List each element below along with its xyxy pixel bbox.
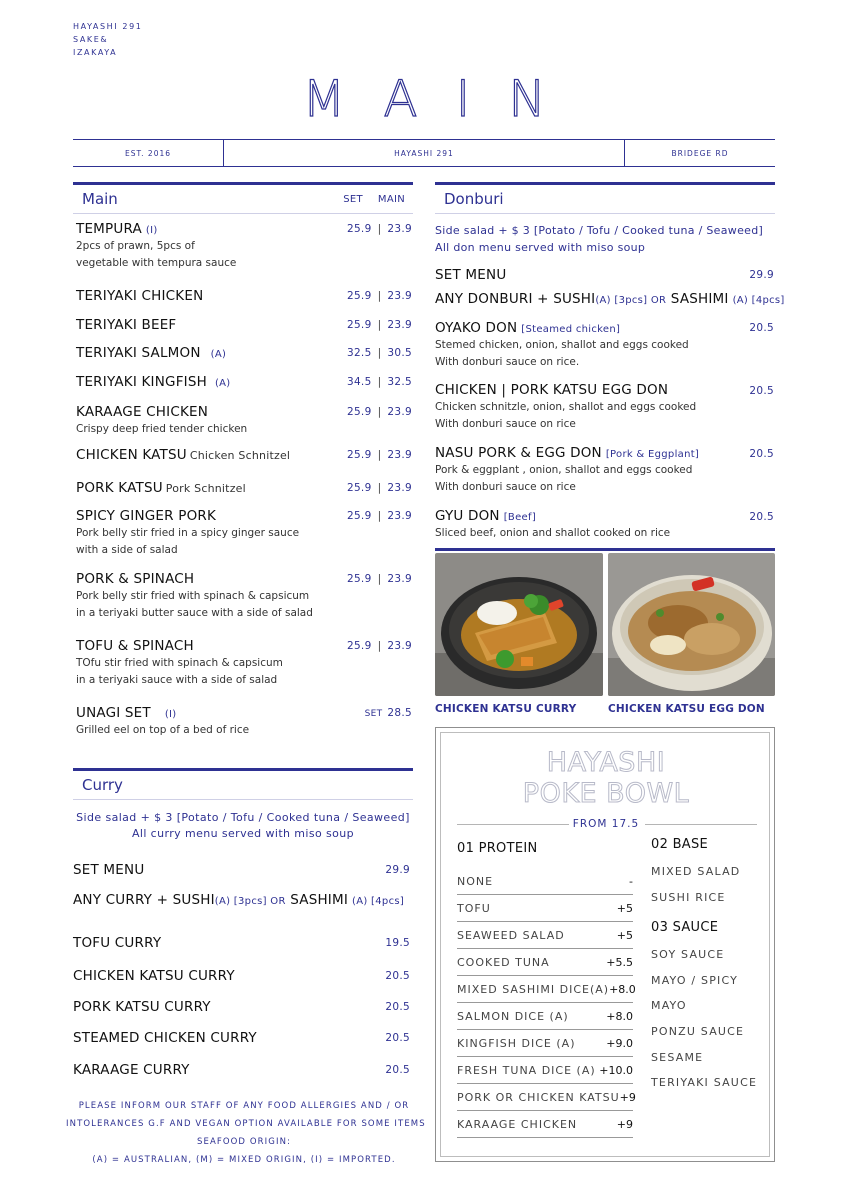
item-desc: Crispy deep fried tender chicken bbox=[76, 423, 248, 435]
section-title: Main bbox=[82, 190, 118, 208]
donburi-set-menu bbox=[435, 267, 506, 283]
item-price: 34.5 | 32.5 bbox=[346, 376, 412, 388]
menu-item bbox=[76, 480, 246, 496]
item-name: TOFU CURRY bbox=[73, 935, 162, 951]
page-title: MAIN bbox=[302, 70, 584, 128]
item-name: SPICY GINGER PORK bbox=[76, 508, 217, 524]
footer-line: (A) = AUSTRALIAN, (M) = MIXED ORIGIN, (I) = IMPORTED. bbox=[92, 1155, 396, 1165]
item-desc: Stemed chicken, onion, shallot and eggs cooked bbox=[435, 339, 689, 351]
item-desc: in a teriyaki butter sauce with a side of salad bbox=[76, 607, 313, 619]
note-line: All curry menu served with miso soup bbox=[131, 827, 355, 840]
menu-item bbox=[435, 508, 670, 542]
sauce-option: MAYO / SPICY bbox=[651, 974, 739, 987]
menu-item bbox=[73, 1030, 257, 1046]
chicken-katsu-egg-don-photo bbox=[608, 553, 775, 696]
brand-line: IZAKAYA bbox=[73, 48, 118, 57]
item-price: 29.9 bbox=[385, 864, 410, 876]
item-name: STEAMED CHICKEN CURRY bbox=[73, 1030, 257, 1046]
item-price: 25.9 | 23.9 bbox=[346, 482, 412, 494]
item-note: (A) bbox=[210, 349, 227, 360]
item-price: 20.5 bbox=[385, 1001, 410, 1013]
item-price: 32.5 | 30.5 bbox=[346, 347, 412, 359]
curry-note bbox=[73, 810, 413, 842]
item-desc: 2pcs of prawn, 5pcs of bbox=[76, 240, 195, 252]
menu-item bbox=[76, 317, 176, 333]
menu-item bbox=[76, 345, 226, 361]
brand-block bbox=[73, 20, 142, 59]
item-name: CHICKEN KATSU bbox=[76, 447, 187, 463]
protein-row: PORK OR CHICKEN KATSU +9 bbox=[457, 1084, 633, 1111]
footer-line: SEAFOOD ORIGIN: bbox=[196, 1137, 292, 1147]
protein-row: COOKED TUNA +5.5 bbox=[457, 949, 633, 976]
item-price: 25.9 | 23.9 bbox=[346, 449, 412, 461]
menu-item bbox=[76, 404, 247, 438]
item-desc: in a teriyaki sauce with a side of salad bbox=[76, 674, 278, 686]
col-set-header: SET bbox=[343, 193, 363, 205]
menu-item bbox=[76, 508, 299, 559]
section-title: Donburi bbox=[444, 190, 504, 208]
menu-item bbox=[435, 382, 696, 433]
item-note: (I) bbox=[164, 709, 177, 720]
poke-title: HAYASHI POKE BOWL bbox=[522, 747, 690, 809]
protein-row: SEAWEED SALAD +5 bbox=[457, 922, 633, 949]
menu-item bbox=[435, 320, 689, 371]
footer-line: PLEASE INFORM OUR STAFF OF ANY FOOD ALLERGIES AND / OR bbox=[78, 1101, 410, 1111]
item-note: (A) bbox=[214, 378, 231, 389]
item-name: TERIYAKI KINGFISH bbox=[76, 374, 207, 390]
item-price: 20.5 bbox=[749, 322, 774, 334]
item-name: CHICKEN KATSU CURRY bbox=[73, 968, 235, 984]
brand-line: SAKE& bbox=[73, 35, 109, 44]
curry-set-menu bbox=[73, 862, 144, 878]
chicken-katsu-curry-photo bbox=[435, 553, 603, 696]
item-name: TERIYAKI BEEF bbox=[76, 317, 177, 333]
donburi-note bbox=[435, 222, 763, 256]
item-name: SET MENU bbox=[435, 267, 507, 283]
item-desc: Pork & eggplant , onion, shallot and eggs cooked bbox=[435, 464, 693, 476]
item-name: KARAAGE CURRY bbox=[73, 1062, 190, 1078]
note-line: Side salad + $ 3 [Potato / Tofu / Cooked tuna / Seaweed] bbox=[435, 224, 764, 237]
base-heading: 02 BASE bbox=[651, 837, 709, 852]
item-note: [Steamed chicken] bbox=[521, 324, 621, 335]
item-name: KARAAGE CHICKEN bbox=[76, 404, 209, 420]
item-name: PORK KATSU bbox=[76, 480, 163, 496]
item-price: 29.9 bbox=[749, 269, 774, 281]
item-desc: Sliced beef, onion and shallot cooked on rice bbox=[435, 527, 671, 539]
menu-item bbox=[76, 374, 231, 390]
item-desc: vegetable with tempura sauce bbox=[76, 257, 237, 269]
menu-item bbox=[76, 705, 249, 739]
item-price: 20.5 bbox=[749, 385, 774, 397]
photo-caption: CHICKEN KATSU EGG DON bbox=[608, 703, 765, 715]
donburi-section-header bbox=[435, 182, 775, 214]
divider bbox=[435, 548, 775, 551]
item-price: 25.9 | 23.9 bbox=[346, 406, 412, 418]
protein-heading: 01 PROTEIN bbox=[457, 841, 538, 856]
menu-item bbox=[76, 288, 203, 304]
item-price: 19.5 bbox=[385, 937, 410, 949]
sauce-option: TERIYAKI SAUCE bbox=[651, 1076, 758, 1089]
item-name: SET MENU bbox=[73, 862, 145, 878]
item-name: TERIYAKI SALMON bbox=[76, 345, 201, 361]
sauce-option: PONZU SAUCE bbox=[651, 1025, 745, 1038]
item-name: TEMPURA bbox=[76, 221, 142, 237]
item-desc: Pork belly stir fried with spinach & capsicum bbox=[76, 590, 310, 602]
location-label: BRIDEGE RD bbox=[671, 148, 729, 158]
protein-row: SALMON DICE (A) +8.0 bbox=[457, 1003, 633, 1030]
item-note: [Beef] bbox=[503, 512, 537, 523]
item-price: 20.5 bbox=[385, 970, 410, 982]
sauce-heading: 03 SAUCE bbox=[651, 920, 719, 935]
curry-any-combo: ANY CURRY + SUSHI(A) [3pcs] OR SASHIMI (A) [4pcs] bbox=[73, 892, 405, 908]
item-desc: Chicken schnitzle, onion, shallot and eggs cooked bbox=[435, 401, 697, 413]
base-option: SUSHI RICE bbox=[651, 891, 726, 904]
item-desc: with a side of salad bbox=[76, 544, 178, 556]
sauce-option: SESAME bbox=[651, 1051, 704, 1064]
menu-item bbox=[73, 999, 211, 1015]
menu-item bbox=[73, 1062, 190, 1078]
menu-item bbox=[73, 935, 161, 951]
main-section-header bbox=[73, 182, 413, 214]
footer-line: INTOLERANCES G.F AND VEGAN OPTION AVAILABLE FOR SOME ITEMS bbox=[66, 1119, 426, 1129]
item-price: 25.9 | 23.9 bbox=[346, 223, 412, 235]
item-name: OYAKO DON bbox=[435, 320, 518, 336]
poke-inner-frame bbox=[440, 732, 770, 1157]
menu-item bbox=[435, 445, 699, 496]
restaurant-name: HAYASHI 291 bbox=[224, 140, 625, 166]
item-price: 20.5 bbox=[385, 1032, 410, 1044]
brand-line: HAYASHI 291 bbox=[73, 22, 143, 31]
item-name: UNAGI SET bbox=[76, 705, 151, 721]
item-name: PORK KATSU CURRY bbox=[73, 999, 211, 1015]
item-desc: With donburi sauce on rice bbox=[435, 418, 576, 430]
item-price: 20.5 bbox=[749, 448, 774, 460]
item-sub: Pork Schnitzel bbox=[165, 482, 246, 495]
item-note: (I) bbox=[145, 225, 158, 236]
item-price: 25.9 | 23.9 bbox=[346, 573, 412, 585]
item-price: 20.5 bbox=[385, 1064, 410, 1076]
item-desc: Grilled eel on top of a bed of rice bbox=[76, 724, 250, 736]
protein-row: TOFU +5 bbox=[457, 895, 633, 922]
section-title: Curry bbox=[82, 776, 123, 794]
item-price: SET 28.5 bbox=[364, 707, 412, 719]
est-label: EST. 2016 bbox=[73, 140, 224, 166]
note-line: Side salad + $ 3 [Potato / Tofu / Cooked tuna / Seaweed] bbox=[76, 811, 410, 824]
item-desc: TOfu stir fried with spinach & capsicum bbox=[76, 657, 283, 669]
item-name: TERIYAKI CHICKEN bbox=[76, 288, 204, 304]
item-note: [Pork & Eggplant] bbox=[605, 449, 700, 460]
info-bar bbox=[73, 139, 775, 167]
protein-row: KINGFISH DICE (A) +9.0 bbox=[457, 1030, 633, 1057]
divider bbox=[645, 824, 757, 825]
item-price: 20.5 bbox=[749, 511, 774, 523]
protein-row: FRESH TUNA DICE (A) +10.0 bbox=[457, 1057, 633, 1084]
curry-section-header bbox=[73, 768, 413, 800]
item-name: CHICKEN | PORK KATSU EGG DON bbox=[435, 382, 669, 398]
poke-from-price: FROM 17.5 bbox=[572, 818, 640, 830]
item-name: PORK & SPINACH bbox=[76, 571, 195, 587]
item-sub: Chicken Schnitzel bbox=[189, 449, 291, 462]
poke-bowl-box bbox=[435, 727, 775, 1162]
sauce-option: SOY SAUCE bbox=[651, 948, 725, 961]
item-price: 25.9 | 23.9 bbox=[346, 640, 412, 652]
base-option: MIXED SALAD bbox=[651, 865, 741, 878]
menu-item bbox=[76, 447, 290, 463]
photo-caption: CHICKEN KATSU CURRY bbox=[435, 703, 577, 715]
item-desc: With donburi sauce on rice bbox=[435, 481, 576, 493]
item-desc: With donburi sauce on rice. bbox=[435, 356, 580, 368]
col-main-header: MAIN bbox=[377, 193, 405, 205]
donburi-any-combo: ANY DONBURI + SUSHI(A) [3pcs] OR SASHIMI (A) [4pcs] bbox=[435, 291, 785, 307]
item-name: NASU PORK & EGG DON bbox=[435, 445, 602, 461]
item-name: TOFU & SPINACH bbox=[76, 638, 194, 654]
protein-row: MIXED SASHIMI DICE(A) +8.0 bbox=[457, 976, 633, 1003]
item-price: 25.9 | 23.9 bbox=[346, 319, 412, 331]
menu-item bbox=[76, 221, 236, 272]
protein-row: NONE - bbox=[457, 868, 633, 895]
sauce-option: MAYO bbox=[651, 999, 687, 1012]
protein-row: KARAAGE CHICKEN +9 bbox=[457, 1111, 633, 1138]
item-desc: Pork belly stir fried in a spicy ginger sauce bbox=[76, 527, 300, 539]
allergy-footer bbox=[66, 1097, 426, 1169]
item-price: 25.9 | 23.9 bbox=[346, 510, 412, 522]
item-price: 25.9 | 23.9 bbox=[346, 290, 412, 302]
menu-item bbox=[76, 571, 313, 622]
menu-item bbox=[76, 638, 283, 689]
note-line: All don menu served with miso soup bbox=[435, 241, 646, 254]
item-name: GYU DON bbox=[435, 508, 500, 524]
menu-item bbox=[73, 968, 235, 984]
